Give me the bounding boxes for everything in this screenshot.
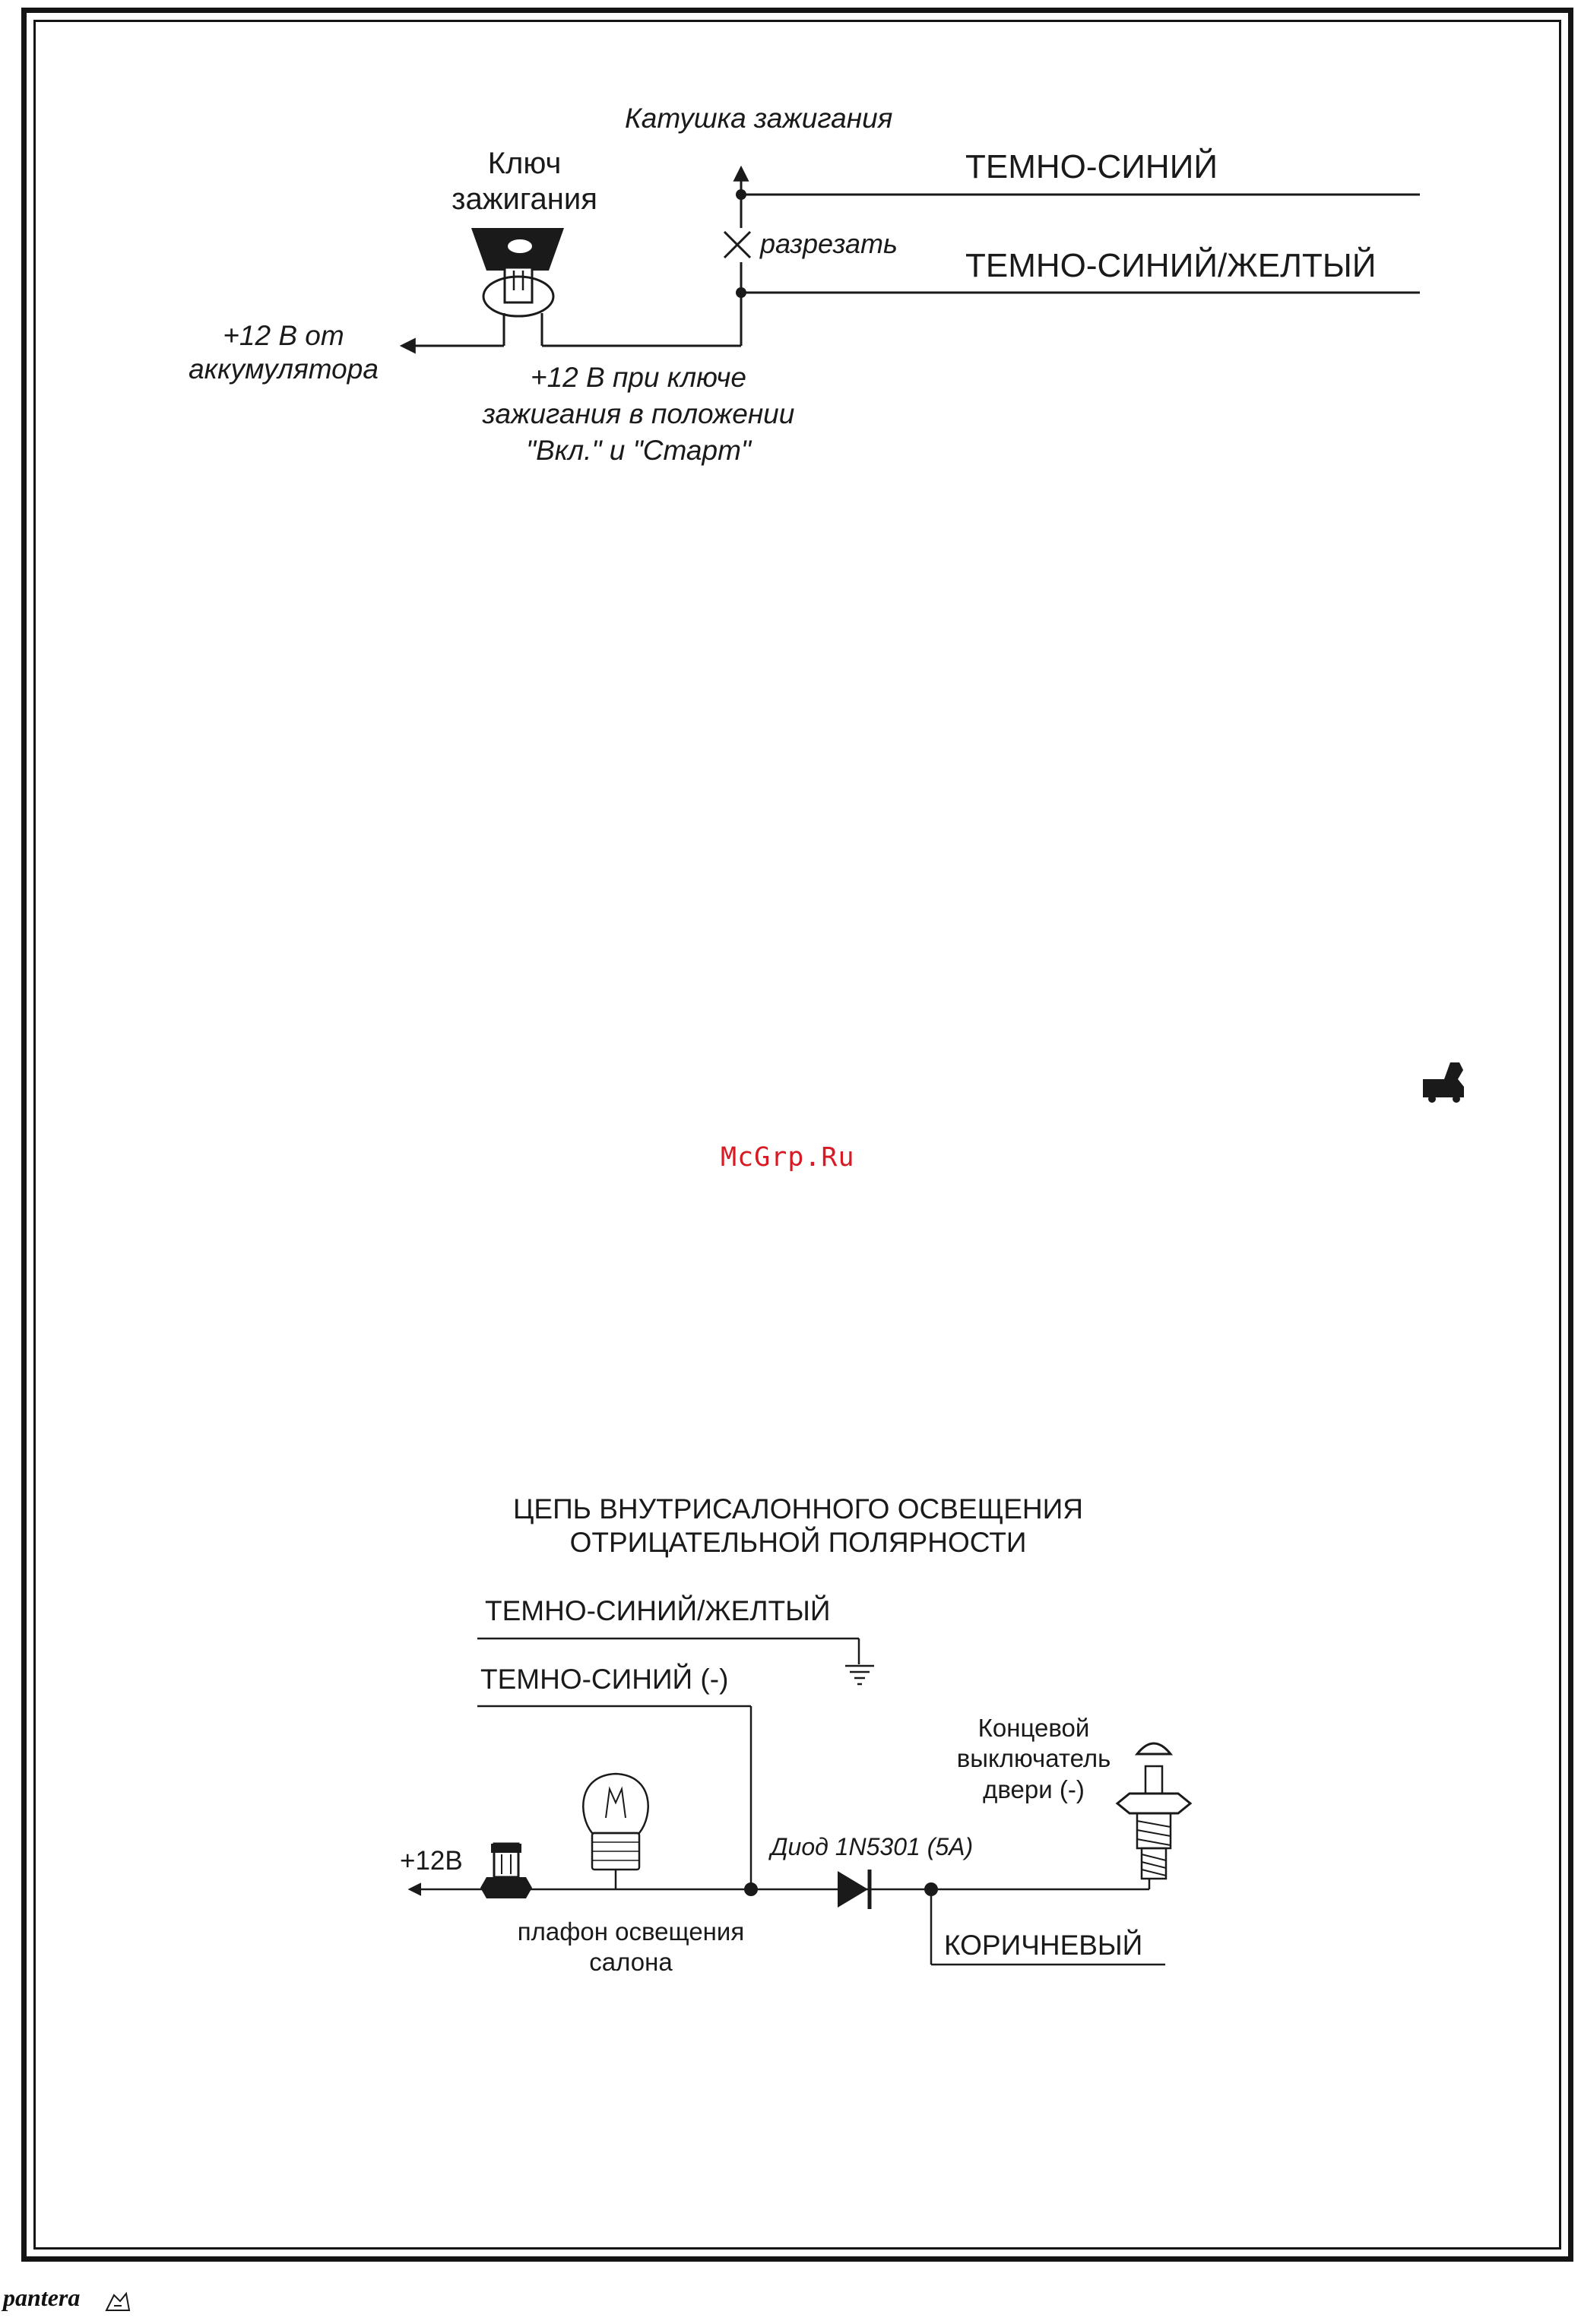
ignition-key-icon <box>471 228 564 316</box>
brown-wire-label: КОРИЧНЕВЫЙ <box>944 1930 1143 1961</box>
plus12-label: +12В <box>400 1846 463 1876</box>
door-switch-label: Концевой выключатель двери (-) <box>956 1714 1111 1803</box>
lower-dark-blue-label: ТЕМНО-СИНИЙ (-) <box>480 1664 729 1695</box>
lower-dark-blue-yellow-label: ТЕМНО-СИНИЙ/ЖЕЛТЫЙ <box>485 1595 831 1626</box>
ignition-key-label: Ключ зажигания <box>451 147 597 217</box>
diode-label: Диод 1N5301 (5А) <box>771 1833 974 1860</box>
door-switch-icon <box>1117 1743 1190 1889</box>
cut-mark-icon <box>724 232 750 258</box>
cut-label: разрезать <box>760 228 898 259</box>
circuit-title: ЦЕПЬ ВНУТРИСАЛОННОГО ОСВЕЩЕНИЯ ОТРИЦАТЕЛЬНОЙ ПОЛЯРНОСТИ <box>513 1493 1083 1559</box>
fuse-icon <box>480 1844 532 1898</box>
lamp-icon <box>583 1774 648 1889</box>
diode-icon <box>838 1870 870 1909</box>
car-icon <box>1423 1062 1464 1103</box>
junction-dot <box>736 189 746 200</box>
dark-blue-yellow-label: ТЕМНО-СИНИЙ/ЖЕЛТЫЙ <box>965 247 1377 284</box>
cat-logo-icon <box>106 2294 129 2310</box>
pantera-logo: pantera <box>3 2284 81 2311</box>
key-position-label: +12 В при ключе зажигания в положении "Вкл." и "Старт" <box>482 362 795 467</box>
battery-label: +12 В от аккумулятора <box>189 320 379 385</box>
ignition-coil-label: Катушка зажигания <box>625 103 893 134</box>
watermark: McGrp.Ru <box>721 1142 855 1173</box>
dark-blue-label: ТЕМНО-СИНИЙ <box>965 148 1218 185</box>
ground-icon <box>845 1666 874 1684</box>
lamp-label: плафон освещения салона <box>517 1917 745 1977</box>
